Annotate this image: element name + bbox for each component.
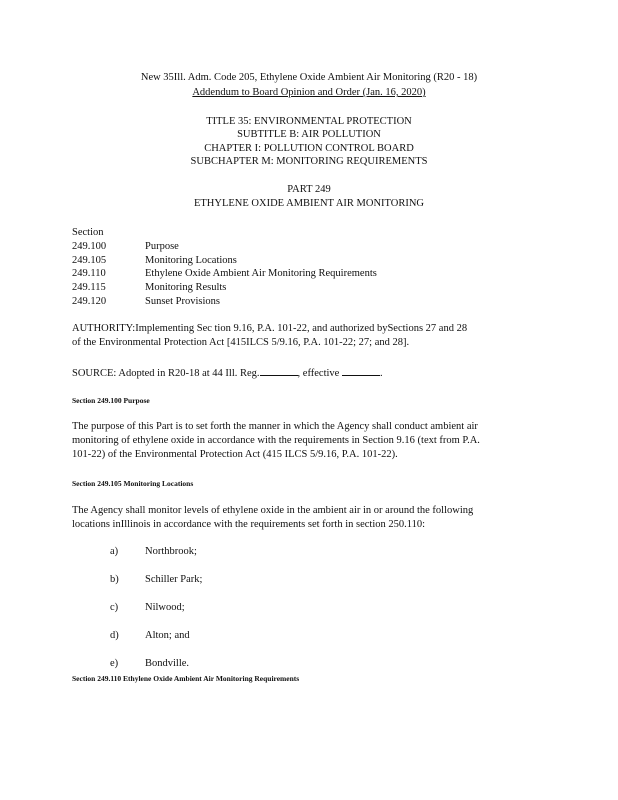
section-heading-purpose: Section 249.100 Purpose bbox=[72, 396, 150, 405]
purpose-line-3: 101-22) of the Environmental Protection Act (415 ILCS 5/9.16, P.A. 101-22). bbox=[72, 449, 398, 460]
purpose-line-2: monitoring of ethylene oxide in accordance with the requirements in Section 9.16 (text from P.A. bbox=[72, 435, 480, 446]
subchapter-line: SUBCHAPTER M: MONITORING REQUIREMENTS bbox=[190, 156, 428, 167]
toc-item-number: 249.120 bbox=[72, 296, 107, 307]
toc-item-title: Ethylene Oxide Ambient Air Monitoring Requirements bbox=[145, 268, 377, 279]
toc-label: Section bbox=[72, 227, 104, 238]
locations-line-1: The Agency shall monitor levels of ethylene oxide in the ambient air in or around the following bbox=[72, 505, 474, 516]
list-item: Schiller Park; bbox=[145, 574, 203, 585]
list-letter: e) bbox=[110, 658, 119, 669]
register-blank bbox=[260, 366, 298, 376]
title-line: TITLE 35: ENVIRONMENTAL PROTECTION bbox=[206, 116, 412, 127]
toc-item-title: Monitoring Locations bbox=[145, 255, 237, 266]
purpose-line-1: The purpose of this Part is to set forth the manner in which the Agency shall conduct ambient air bbox=[72, 421, 478, 432]
toc-item-title: Sunset Provisions bbox=[145, 296, 220, 307]
toc-item-number: 249.115 bbox=[72, 282, 106, 293]
source-text-b: , effective bbox=[297, 368, 340, 379]
list-letter: a) bbox=[110, 546, 119, 557]
list-letter: d) bbox=[110, 630, 119, 641]
list-item: Northbrook; bbox=[145, 546, 197, 557]
toc-item-number: 249.105 bbox=[72, 255, 107, 266]
toc-item-title: Purpose bbox=[145, 241, 179, 252]
toc-item-number: 249.100 bbox=[72, 241, 107, 252]
toc-item-number: 249.110 bbox=[72, 268, 106, 279]
source-text-a: SOURCE: Adopted in R20-18 at 44 Ill. Reg. bbox=[72, 368, 260, 379]
locations-line-2: locations inIllinois in accordance with the requirements set forth in section 250.110: bbox=[72, 519, 426, 530]
chapter-line: CHAPTER I: POLLUTION CONTROL BOARD bbox=[204, 143, 414, 154]
subtitle-line: SUBTITLE B: AIR POLLUTION bbox=[237, 129, 381, 140]
authority-line-1: AUTHORITY:Implementing Sec tion 9.16, P.A. 101-22, and authorized bySections 27 and 28 bbox=[72, 323, 468, 334]
part-line: PART 249 bbox=[287, 184, 331, 195]
authority-line-2: of the Environmental Protection Act [415ILCS 5/9.16, P.A. 101-22; 27; and 28]. bbox=[72, 337, 410, 348]
toc-item-title: Monitoring Results bbox=[145, 282, 227, 293]
source-line bbox=[72, 366, 383, 379]
list-item: Bondville. bbox=[145, 658, 190, 669]
header-citation: New 35Ill. Adm. Code 205, Ethylene Oxide Ambient Air Monitoring (R20 - 18) bbox=[140, 72, 478, 83]
header-addendum bbox=[0, 87, 618, 98]
effective-date-blank bbox=[342, 366, 380, 376]
list-letter: b) bbox=[110, 574, 119, 585]
part-name-line: ETHYLENE OXIDE AMBIENT AIR MONITORING bbox=[193, 198, 424, 209]
section-heading-locations: Section 249.105 Monitoring Locations bbox=[72, 479, 194, 488]
list-item: Alton; and bbox=[145, 630, 190, 641]
header-addendum-text: Addendum to Board Opinion and Order (Jan. 16, 2020) bbox=[192, 87, 426, 98]
list-item: Nilwood; bbox=[145, 602, 185, 613]
section-heading-requirements: Section 249.110 Ethylene Oxide Ambient Air Monitoring Requirements bbox=[72, 674, 300, 683]
list-letter: c) bbox=[110, 602, 119, 613]
source-text-c: . bbox=[379, 368, 383, 379]
